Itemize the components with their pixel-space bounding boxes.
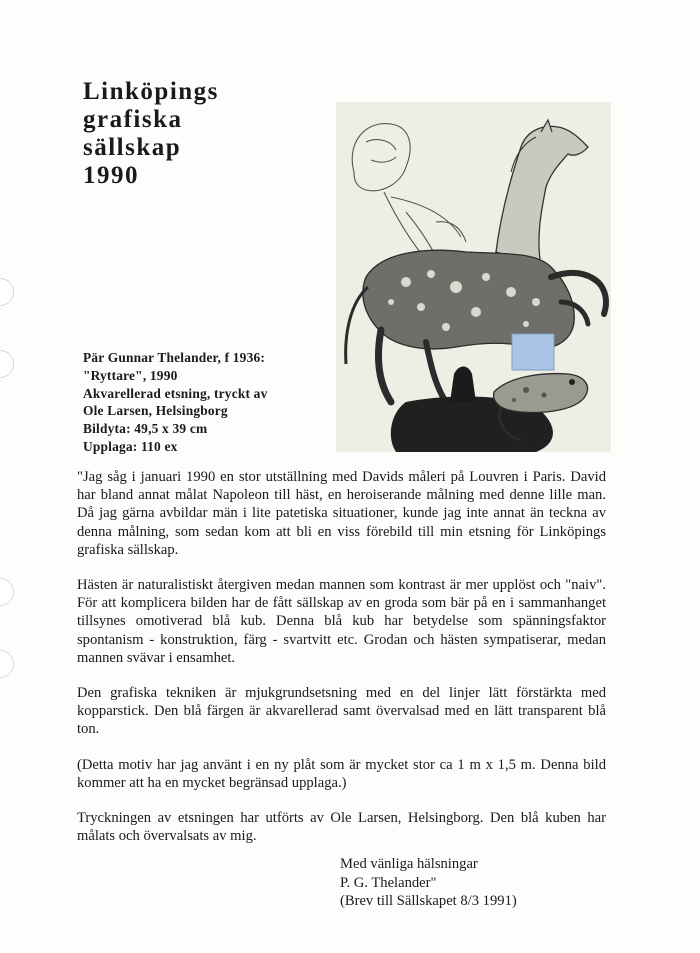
page-title [83, 78, 219, 190]
info-line: Ole Larsen, Helsingborg [83, 403, 228, 419]
info-line: Akvarellerad etsning, tryckt av [83, 385, 268, 401]
signature-block [340, 855, 517, 911]
title-line: 1990 [83, 162, 139, 189]
punch-hole [0, 650, 14, 678]
title-line: sällskap [83, 134, 182, 161]
letter-paragraph: Hästen är naturalistiskt återgiven medan mannen som kontrast är mer upplöst och "naiv". För att komplicera bilden har de fått sällskap av en groda som bär på en i sammanhanget tillsynes omotiverad blå kub. Denna blå kub har betydelse som spänningsfaktor spontanism - konstruktion, färg - svartvitt etc. Grodan och hästen sympatiserar, medan mannen svävar i ensamhet. [77, 577, 606, 666]
punch-hole [0, 578, 14, 606]
info-line: Upplaga: 110 ex [83, 438, 178, 454]
letter-paragraph: "Jag såg i januari 1990 en stor utställning med Davids måleri på Louvren i Paris. David har bland annat målat Napoleon till häst, en heroiserande målning med denne lille man. Då jag gärna avbildar män i lite patetiska situationer, kunde jag inte annat än teckna av denna målning, som sedan kom att bli en viss förebild till min etsning för Linköpings grafiska sällskap. [77, 469, 606, 558]
info-line: Pär Gunnar Thelander, f 1936: [83, 350, 266, 365]
letter-paragraph: (Detta motiv har jag använt i en ny plåt som är mycket stor ca 1 m x 1,5 m. Denna bild kommer att ha en mycket begränsad upplaga.) [77, 756, 606, 791]
artwork-info [83, 349, 267, 456]
letter-body [77, 468, 606, 862]
title-line: grafiska [83, 106, 183, 133]
letter-paragraph: Den grafiska tekniken är mjukgrundsetsning med en del linjer lätt förstärkta med kopparstick. Den blå färgen är akvarellerad samt övervalsad med en lätt transparent blå ton. [77, 685, 606, 738]
artwork-image [336, 102, 611, 452]
title-line: Linköpings [83, 78, 219, 105]
closing-greeting: Med vänliga hälsningar [340, 856, 478, 872]
signature-name: P. G. Thelander" [340, 874, 437, 891]
letter-source: (Brev till Sällskapet 8/3 1991) [340, 893, 517, 909]
punch-hole [0, 278, 14, 306]
punch-hole [0, 350, 14, 378]
info-line: Bildyta: 49,5 x 39 cm [83, 421, 208, 437]
info-line: "Ryttare", 1990 [83, 367, 178, 383]
letter-paragraph: Tryckningen av etsningen har utförts av Ole Larsen, Helsingborg. Den blå kuben har målats och övervalsats av mig. [77, 810, 606, 845]
